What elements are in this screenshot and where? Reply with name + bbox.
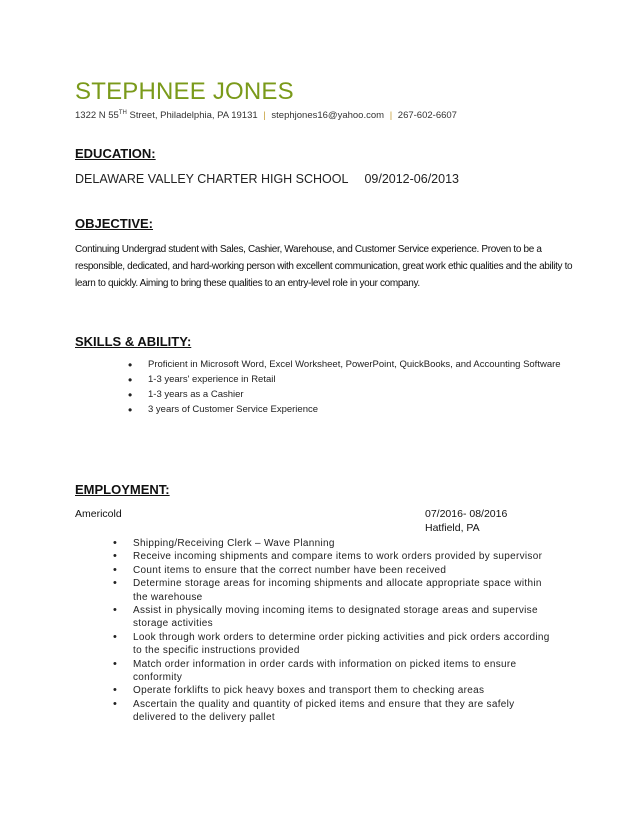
contact-line (75, 110, 457, 121)
objective-heading: OBJECTIVE: (75, 216, 154, 231)
list-item: • Match order information in order cards with information on picked items to ensure conformity (113, 658, 553, 685)
objective-text: Continuing Undergrad student with Sales, Cashier, Warehouse, and Customer Service experience. Proven to be a responsible, dedicated, and hard-working person with excellent communication, great work ethic qualities and the ability to learn to quickly. Aiming to bring these qualities to an entry-level role in your company. (75, 244, 573, 289)
list-item: • Operate forklifts to pick heavy boxes and transport them to checking areas (113, 684, 553, 697)
list-item: • Proficient in Microsoft Word, Excel Worksheet, PowerPoint, QuickBooks, and Accounting Software (128, 358, 578, 372)
list-item: • Ascertain the quality and quantity of picked items and ensure that they are safely delivered to the delivery pallet (113, 698, 553, 725)
contact-email: stephjones16@yahoo.com (271, 110, 385, 122)
employment-location: Hatfield, PA (425, 522, 480, 534)
contact-phone: 267-602-6607 (397, 110, 457, 122)
list-item: • 1-3 years as a Cashier (128, 388, 578, 402)
education-heading: EDUCATION: (75, 146, 156, 161)
list-item: • 3 years of Customer Service Experience (128, 403, 578, 417)
duties-list (113, 537, 553, 725)
contact-separator: | (389, 110, 393, 122)
education-school: DELAWARE VALLEY CHARTER HIGH SCHOOL (75, 172, 349, 186)
address-city: Street, Philadelphia, PA 19131 (126, 110, 258, 122)
list-item: • Look through work orders to determine order picking activities and pick orders according to the specific instructions provided (113, 631, 553, 658)
resume-name: STEPHNEE JONES (75, 78, 294, 105)
employment-dates: 07/2016- 08/2016 (425, 508, 508, 520)
list-item: • Shipping/Receiving Clerk – Wave Planning (113, 537, 553, 550)
skills-list (128, 358, 578, 418)
education-entry (75, 172, 459, 186)
employment-heading: EMPLOYMENT: (75, 482, 170, 497)
skills-heading: SKILLS & ABILITY: (75, 334, 192, 349)
address-street: 1322 N 55 (75, 110, 119, 122)
list-item: • Determine storage areas for incoming shipments and allocate appropriate space within the warehouse (113, 577, 553, 604)
list-item: • Receive incoming shipments and compare items to work orders provided by supervisor (113, 550, 553, 563)
list-item: • Assist in physically moving incoming items to designated storage areas and supervise storage activities (113, 604, 553, 631)
address-suffix: TH (118, 110, 127, 116)
list-item: • 1-3 years' experience in Retail (128, 373, 578, 387)
education-dates: 09/2012-06/2013 (364, 172, 459, 186)
contact-separator: | (263, 110, 266, 122)
list-item: • Count items to ensure that the correct number have been received (113, 564, 553, 577)
employer-name: Americold (75, 508, 122, 520)
